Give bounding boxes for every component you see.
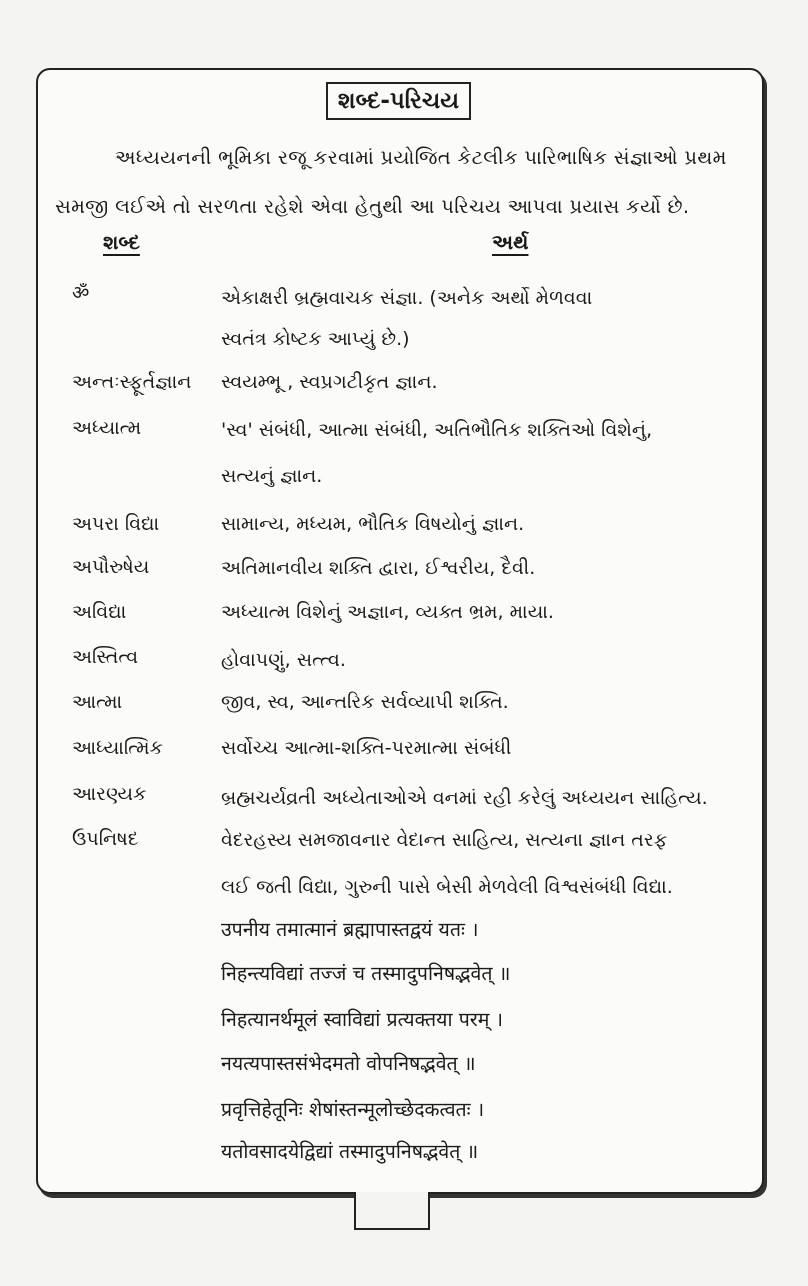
glossary-term: અવિદ્યા: [72, 601, 127, 623]
glossary-term: આત્મા: [72, 691, 123, 713]
meaning-column-header: અર્થ: [492, 230, 529, 254]
glossary-term: અન્તઃસ્ફૂર્તજ્ઞાન: [72, 371, 192, 393]
page-title: શબ્દ-પરિચય: [326, 82, 471, 120]
glossary-meaning: જીવ, સ્વ, આન્તરિક સર્વવ્યાપી શક્તિ.: [221, 691, 509, 713]
glossary-term: ઉપનિષદ: [72, 828, 139, 850]
sanskrit-verse-line: नयत्यपास्तसंभेदमतो वोपनिषद्भवेत् ॥: [221, 1052, 476, 1075]
glossary-meaning: 'સ્વ' સંબંધી, આત્મા સંબંધી, અતિભૌતિક શક્તિઓ વિશેનું,: [221, 419, 653, 441]
glossary-meaning: હોવાપણું, સત્ત્વ.: [221, 649, 346, 671]
glossary-meaning: અધ્યાત્મ વિશેનું અજ્ઞાન, વ્યક્ત ભ્રમ, માયા.: [221, 601, 554, 623]
glossary-meaning: સ્વયમ્ભૂ , સ્વપ્રગટીકૃત જ્ઞાન.: [221, 371, 438, 393]
intro-line-1: અધ્યયનની ભૂમિકા રજૂ કરવામાં પ્રયોજિત કેટલીક પારિભાષિક સંજ્ઞાઓ પ્રથમ: [115, 146, 727, 169]
glossary-term: આધ્યાત્મિક: [72, 737, 163, 759]
sanskrit-verse-line: यतोवसादयेद्विद्यां तस्मादुपनिषद्भवेत् ॥: [221, 1140, 479, 1163]
sanskrit-verse-line: निहन्त्यविद्यां तज्जं च तस्मादुपनिषद्भवेत् ॥: [221, 962, 511, 985]
glossary-term: અસ્તિત્વ: [72, 646, 139, 668]
glossary-term: અપરા વિદ્યા: [72, 513, 160, 535]
intro-line-2: સમજી લઈએ તો સરળતા રહેશે એવા હેતુથી આ પરિચય આપવા પ્રયાસ કર્યો છે.: [55, 195, 690, 218]
sanskrit-verse-line: निहत्यानर्थमूलं स्वाविद्यां प्रत्यक्तया परम् ।: [221, 1008, 503, 1031]
page-number-box: [354, 1192, 430, 1230]
sanskrit-verse-line: प्रवृत्तिहेतूनिः शेषांस्तन्मूलोच्छेदकत्वतः ।: [221, 1098, 485, 1121]
glossary-term: ॐ: [72, 282, 90, 304]
glossary-meaning: સર્વોચ્ચ આત્મા-શક્તિ-પરમાત્મા સંબંધી: [221, 737, 512, 759]
glossary-meaning: લઈ જતી વિદ્યા, ગુરુની પાસે બેસી મેળવેલી વિશ્વસંબંધી વિદ્યા.: [221, 876, 673, 898]
glossary-meaning: એકાક્ષરી બ્રહ્મવાચક સંજ્ઞા. (અનેક અર્થો મેળવવા: [221, 287, 593, 309]
glossary-meaning: બ્રહ્મચર્યવ્રતી અધ્યેતાઓએ વનમાં રહી કરેલું અધ્યયન સાહિત્ય.: [221, 787, 708, 809]
glossary-meaning: સ્વતંત્ર કોષ્ટક આપ્યું છે.): [221, 328, 410, 350]
glossary-meaning: સામાન્ય, મધ્યમ, ભૌતિક વિષયોનું જ્ઞાન.: [221, 513, 525, 535]
glossary-meaning: સત્યનું જ્ઞાન.: [221, 465, 323, 487]
glossary-term: અધ્યાત્મ: [72, 417, 142, 439]
glossary-term: અપૌરુષેય: [72, 556, 150, 578]
glossary-term: આરણ્યક: [72, 783, 147, 805]
glossary-meaning: અતિમાનવીય શક્તિ દ્વારા, ઈશ્વરીય, દૈવી.: [221, 557, 536, 579]
term-column-header: શબ્દ: [103, 230, 140, 254]
sanskrit-verse-line: उपनीय तमात्मानं ब्रह्मापास्तद्वयं यतः ।: [221, 918, 479, 941]
glossary-meaning: વેદરહસ્ય સમજાવનાર વેદાન્ત સાહિત્ય, સત્યના જ્ઞાન તરફ: [221, 829, 668, 851]
